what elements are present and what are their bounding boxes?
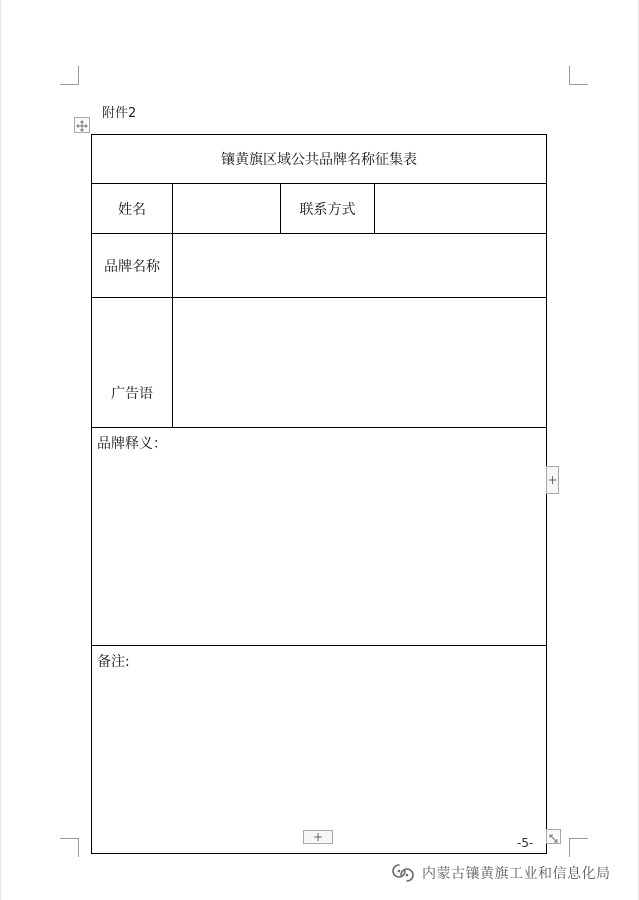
watermark-account-name: 内蒙古镶黄旗工业和信息化局 <box>422 866 611 882</box>
page-number: -5- <box>517 836 534 850</box>
brand-name-value-cell[interactable] <box>173 234 547 298</box>
slogan-label: 广告语 <box>92 298 173 428</box>
crop-mark-bottom-left <box>60 838 79 857</box>
name-label: 姓名 <box>92 184 173 234</box>
crop-mark-top-right <box>569 66 588 85</box>
table-move-handle-icon[interactable] <box>74 117 90 133</box>
remarks-cell[interactable] <box>92 646 547 854</box>
brand-name-label: 品牌名称 <box>92 234 173 298</box>
brand-meaning-label: 品牌释义： <box>97 436 167 452</box>
add-column-button[interactable]: + <box>546 466 559 494</box>
contact-value-cell[interactable] <box>375 184 547 234</box>
form-title: 镶黄旗区域公共品牌名称征集表 <box>92 135 547 184</box>
brand-meaning-cell[interactable] <box>92 428 547 646</box>
crop-mark-top-left <box>60 66 79 85</box>
wechat-official-account-icon <box>390 862 416 884</box>
crop-mark-bottom-right <box>569 838 588 857</box>
add-row-button[interactable]: + <box>303 830 333 844</box>
name-value-cell[interactable] <box>173 184 281 234</box>
brand-collection-form-table <box>91 134 547 854</box>
slogan-value-cell[interactable] <box>173 298 547 428</box>
wechat-watermark <box>390 860 611 886</box>
page-left-edge <box>0 0 1 900</box>
table-resize-handle-icon[interactable] <box>546 829 561 844</box>
attachment-label: 附件2 <box>102 106 137 121</box>
contact-label: 联系方式 <box>281 184 375 234</box>
remarks-label: 备注: <box>97 654 130 670</box>
